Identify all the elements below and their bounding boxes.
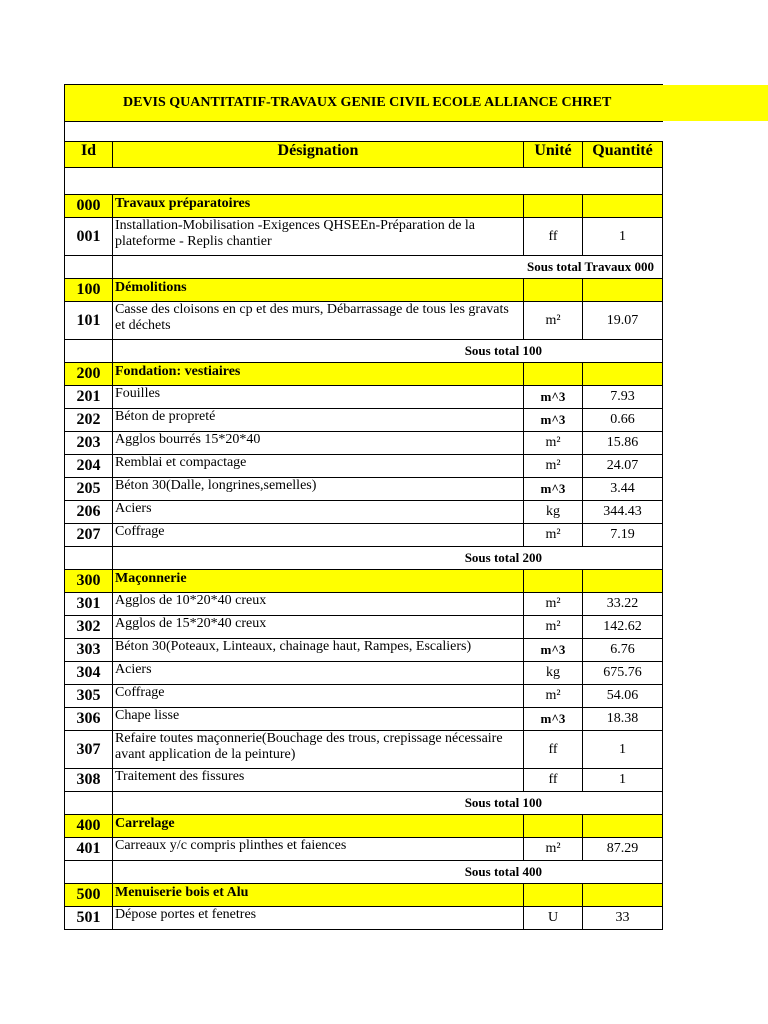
item-quantity: 33 <box>583 907 663 930</box>
section-unit <box>524 884 583 907</box>
item-quantity: 344.43 <box>583 501 663 524</box>
item-designation: Aciers <box>113 501 524 524</box>
item-id: 303 <box>65 639 113 662</box>
item-unit: m^3 <box>524 708 583 731</box>
header-id: Id <box>65 142 113 168</box>
section-name: Maçonnerie <box>113 570 524 593</box>
table-row <box>65 708 663 731</box>
section-row <box>65 815 663 838</box>
item-unit: m² <box>524 524 583 547</box>
item-unit: m^3 <box>524 409 583 432</box>
section-qty <box>583 363 663 386</box>
item-id: 306 <box>65 708 113 731</box>
item-unit: m² <box>524 302 583 340</box>
header-unit: Unité <box>524 142 583 168</box>
table-row <box>65 685 663 708</box>
subtotal-id <box>65 792 113 815</box>
table-row <box>65 639 663 662</box>
section-unit <box>524 815 583 838</box>
item-quantity: 6.76 <box>583 639 663 662</box>
table-row <box>65 501 663 524</box>
item-quantity: 54.06 <box>583 685 663 708</box>
item-id: 202 <box>65 409 113 432</box>
document-title: DEVIS QUANTITATIF-TRAVAUX GENIE CIVIL ECOLE ALLIANCE CHRET <box>65 85 663 122</box>
item-quantity: 18.38 <box>583 708 663 731</box>
item-designation: Casse des cloisons en cp et des murs, Débarrassage de tous les gravats et déchets <box>113 302 524 340</box>
item-designation: Fouilles <box>113 386 524 409</box>
item-designation: Agglos de 15*20*40 creux <box>113 616 524 639</box>
item-id: 206 <box>65 501 113 524</box>
item-id: 401 <box>65 838 113 861</box>
item-quantity: 1 <box>583 731 663 769</box>
section-row <box>65 195 663 218</box>
item-designation: Aciers <box>113 662 524 685</box>
item-id: 301 <box>65 593 113 616</box>
section-id: 300 <box>65 570 113 593</box>
section-name: Carrelage <box>113 815 524 838</box>
item-unit: m² <box>524 685 583 708</box>
item-designation: Dépose portes et fenetres <box>113 907 524 930</box>
section-unit <box>524 570 583 593</box>
table-row <box>65 616 663 639</box>
item-unit: m² <box>524 616 583 639</box>
item-designation: Remblai et compactage <box>113 455 524 478</box>
section-qty <box>583 815 663 838</box>
table-row <box>65 455 663 478</box>
item-id: 302 <box>65 616 113 639</box>
section-id: 000 <box>65 195 113 218</box>
subtotal-row <box>65 861 663 884</box>
section-name: Travaux préparatoires <box>113 195 524 218</box>
table-row <box>65 218 663 256</box>
section-qty <box>583 884 663 907</box>
item-quantity: 3.44 <box>583 478 663 501</box>
section-name: Menuiserie bois et Alu <box>113 884 524 907</box>
section-name: Fondation: vestiaires <box>113 363 524 386</box>
item-quantity: 1 <box>583 218 663 256</box>
item-id: 305 <box>65 685 113 708</box>
subtotal-id <box>65 547 113 570</box>
item-id: 307 <box>65 731 113 769</box>
item-designation: Béton 30(Poteaux, Linteaux, chainage haut, Rampes, Escaliers) <box>113 639 524 662</box>
item-quantity: 142.62 <box>583 616 663 639</box>
item-designation: Traitement des fissures <box>113 769 524 792</box>
item-unit: m^3 <box>524 478 583 501</box>
subtotal-id <box>65 861 113 884</box>
table-row <box>65 386 663 409</box>
item-designation: Coffrage <box>113 685 524 708</box>
item-id: 101 <box>65 302 113 340</box>
estimate-table <box>64 84 663 930</box>
spacer-row <box>65 168 663 195</box>
item-quantity: 19.07 <box>583 302 663 340</box>
header-designation: Désignation <box>113 142 524 168</box>
table-row <box>65 409 663 432</box>
item-unit: ff <box>524 731 583 769</box>
section-id: 100 <box>65 279 113 302</box>
table-row <box>65 838 663 861</box>
item-unit: m² <box>524 432 583 455</box>
subtotal-id <box>65 256 113 279</box>
item-quantity: 33.22 <box>583 593 663 616</box>
table-row <box>65 524 663 547</box>
title-row <box>65 85 663 122</box>
item-unit: m² <box>524 455 583 478</box>
item-designation: Installation-Mobilisation -Exigences QHSEEn-Préparation de la plateforme - Replis chantier <box>113 218 524 256</box>
subtotal-row <box>65 256 663 279</box>
item-unit: kg <box>524 662 583 685</box>
item-id: 308 <box>65 769 113 792</box>
item-designation: Béton 30(Dalle, longrines,semelles) <box>113 478 524 501</box>
item-designation: Coffrage <box>113 524 524 547</box>
section-row <box>65 884 663 907</box>
section-row <box>65 279 663 302</box>
section-qty <box>583 279 663 302</box>
item-unit: m^3 <box>524 386 583 409</box>
table-row <box>65 907 663 930</box>
subtotal-label: Sous total 400 <box>113 861 663 884</box>
item-designation: Refaire toutes maçonnerie(Bouchage des trous, crepissage nécessaire avant application de la peinture) <box>113 731 524 769</box>
item-unit: m² <box>524 593 583 616</box>
subtotal-label: Sous total 100 <box>113 340 663 363</box>
table-row <box>65 432 663 455</box>
subtotal-row <box>65 792 663 815</box>
item-designation: Agglos bourrés 15*20*40 <box>113 432 524 455</box>
table-row <box>65 478 663 501</box>
item-quantity: 675.76 <box>583 662 663 685</box>
item-id: 201 <box>65 386 113 409</box>
table-row <box>65 593 663 616</box>
table-row <box>65 769 663 792</box>
spacer-row <box>65 122 663 142</box>
item-quantity: 87.29 <box>583 838 663 861</box>
item-designation: Chape lisse <box>113 708 524 731</box>
subtotal-row <box>65 547 663 570</box>
item-unit: U <box>524 907 583 930</box>
item-id: 001 <box>65 218 113 256</box>
section-name: Démolitions <box>113 279 524 302</box>
item-designation: Béton de propreté <box>113 409 524 432</box>
item-quantity: 24.07 <box>583 455 663 478</box>
subtotal-row <box>65 340 663 363</box>
section-unit <box>524 279 583 302</box>
subtotal-label: Sous total 100 <box>113 792 663 815</box>
item-quantity: 0.66 <box>583 409 663 432</box>
item-unit: m^3 <box>524 639 583 662</box>
header-quantity: Quantité <box>583 142 663 168</box>
section-qty <box>583 195 663 218</box>
item-id: 203 <box>65 432 113 455</box>
item-designation: Agglos de 10*20*40 creux <box>113 593 524 616</box>
item-quantity: 7.93 <box>583 386 663 409</box>
subtotal-label: Sous total Travaux 000 <box>113 256 663 279</box>
item-unit: kg <box>524 501 583 524</box>
item-designation: Carreaux y/c compris plinthes et faiences <box>113 838 524 861</box>
title-banner-extension <box>660 85 768 121</box>
item-id: 205 <box>65 478 113 501</box>
section-id: 400 <box>65 815 113 838</box>
section-id: 200 <box>65 363 113 386</box>
item-id: 204 <box>65 455 113 478</box>
header-row <box>65 142 663 168</box>
item-unit: ff <box>524 218 583 256</box>
table-row <box>65 302 663 340</box>
table-row <box>65 731 663 769</box>
subtotal-label: Sous total 200 <box>113 547 663 570</box>
item-id: 304 <box>65 662 113 685</box>
section-row <box>65 570 663 593</box>
table-row <box>65 662 663 685</box>
section-unit <box>524 195 583 218</box>
item-quantity: 15.86 <box>583 432 663 455</box>
item-quantity: 7.19 <box>583 524 663 547</box>
subtotal-id <box>65 340 113 363</box>
item-id: 207 <box>65 524 113 547</box>
section-qty <box>583 570 663 593</box>
section-row <box>65 363 663 386</box>
item-unit: m² <box>524 838 583 861</box>
item-id: 501 <box>65 907 113 930</box>
section-unit <box>524 363 583 386</box>
item-unit: ff <box>524 769 583 792</box>
item-quantity: 1 <box>583 769 663 792</box>
section-id: 500 <box>65 884 113 907</box>
